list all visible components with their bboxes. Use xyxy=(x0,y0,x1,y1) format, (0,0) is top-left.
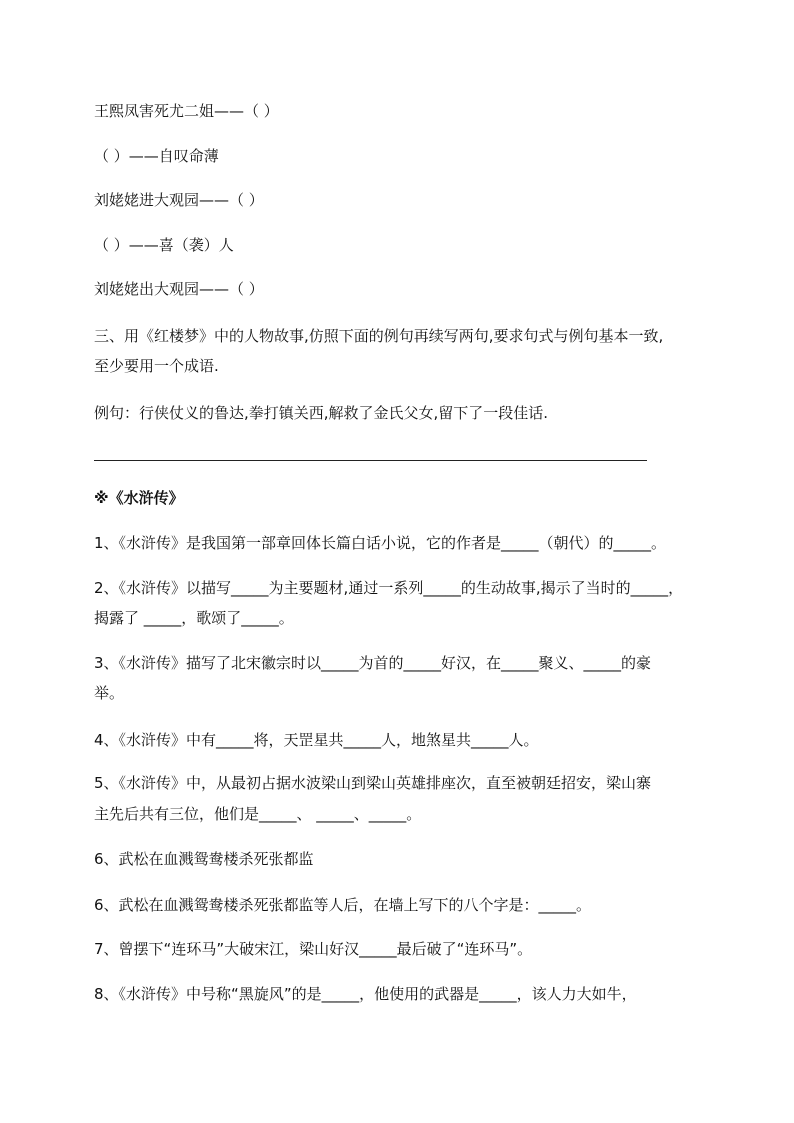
section-heading-shuihu: ※《水浒传》 xyxy=(94,489,184,507)
section-three-prompt-line2: 至少要用一个成语. xyxy=(94,357,219,375)
question-6b: 6、武松在血溅鸳鸯楼杀死张都监等人后，在墙上写下的八个字是：_____。 xyxy=(94,896,592,914)
example-sentence: 例句：行侠仗义的鲁达,拳打镇关西,解救了金氏父女,留下了一段佳话. xyxy=(94,404,549,422)
question-4: 4、《水浒传》中有_____将，天罡星共_____人，地煞星共_____人。 xyxy=(94,731,539,749)
question-2-line1: 2、《水浒传》以描写_____为主要题材,通过一系列_____的生动故事,揭示了当时的_____， xyxy=(94,579,684,597)
section-three-prompt-line1: 三、用《红楼梦》中的人物故事,仿照下面的例句再续写两句,要求句式与例句基本一致, xyxy=(94,327,664,345)
answer-line xyxy=(94,460,647,461)
question-7: 7、曾摆下“连环马”大破宋江，梁山好汉_____最后破了“连环马”。 xyxy=(94,940,533,958)
question-1: 1、《水浒传》是我国第一部章回体长篇白话小说，它的作者是_____（朝代）的_____。 xyxy=(94,534,667,552)
item-wang-xifeng: 王熙凤害死尤二姐——（ ） xyxy=(94,102,279,120)
question-6a: 6、武松在血溅鸳鸯楼杀死张都监 xyxy=(94,850,314,868)
item-liulaolao-chu: 刘姥姥出大观园——（ ） xyxy=(94,280,264,298)
question-3-line1: 3、《水浒传》描写了北宋徽宗时以_____为首的_____好汉，在_____聚义、_____的豪 xyxy=(94,654,652,672)
question-2-line2: 揭露了 _____，歌颂了_____。 xyxy=(94,609,294,627)
question-3-line2: 举。 xyxy=(94,684,125,702)
item-liulaolao-jin: 刘姥姥进大观园——（ ） xyxy=(94,191,264,209)
item-xi-xi-ren: （ ）——喜（袭）人 xyxy=(94,236,234,254)
question-8: 8、《水浒传》中号称“黑旋风”的是_____，他使用的武器是_____，该人力大如牛， xyxy=(94,985,637,1003)
question-5-line2: 主先后共有三位，他们是_____、 _____、_____。 xyxy=(94,805,422,823)
item-zitan-mingbo: （ ）——自叹命薄 xyxy=(94,147,219,165)
question-5-line1: 5、《水浒传》中，从最初占据水波梁山到梁山英雄排座次，直至被朝廷招安，梁山寨 xyxy=(94,774,652,792)
